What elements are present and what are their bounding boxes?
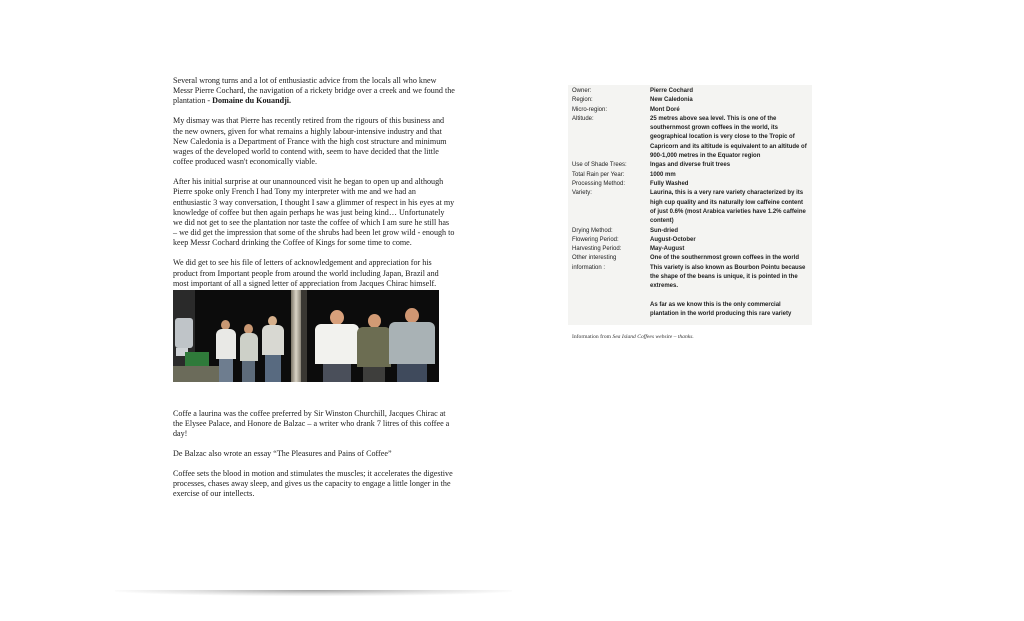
paragraph-laurina xyxy=(173,409,455,440)
paragraph-text: Several wrong turns and a lot of enthusiastic advice from the locals all who knew Messr Pierre Cochard, the navigation of a rickety bridge over a creek and we found the plantation - xyxy=(173,76,455,106)
balzac-quote: Coffee sets the blood in motion and stimulates the muscles; it accelerates the digestive processes, chases away sleep, and gives us the capacity to engage a little longer in the exercise of our intellects. xyxy=(173,469,453,499)
coffee-info-table xyxy=(568,85,812,325)
left-page-shadow xyxy=(115,590,512,596)
info-label: Drying Method: xyxy=(572,227,613,234)
info-label: Variety: xyxy=(572,190,592,197)
plantation-photo xyxy=(173,290,439,382)
info-value: Laurina, this is a very rare variety characterized by its high cup quality and its naturally low caffeine content of just 0.6% (most Arabica varieties have 1.2% caffeine content) xyxy=(650,190,806,225)
info-label: Altitude: xyxy=(572,115,594,122)
info-value: As far as we know this is the only commercial plantation in the world producing this rare variety xyxy=(650,301,792,318)
left-lower-text xyxy=(173,409,455,509)
info-value: 1000 mm xyxy=(650,171,676,178)
plantation-name: Domaine du Kouandji. xyxy=(212,96,292,106)
info-label: Flowering Period: xyxy=(572,236,619,243)
credit-source: Sea Island Coffees website – thanks. xyxy=(612,334,694,340)
paragraph-text: De Balzac also wrote an essay xyxy=(173,449,274,459)
info-label: Use of Shade Trees: xyxy=(572,162,627,169)
info-label: Micro-region: xyxy=(572,106,608,113)
info-value: One of the southernmost grown coffees in the world This variety is also known as Bourbon Pointu because the shape of the beans is unique, it is pointed in the extremes. xyxy=(650,255,806,290)
paragraph-visit: After his initial surprise at our unannounced visit he began to open up and although Pierre spoke only French I had Tony my interpreter with me and we had an enthusiastic 3 way conversation, I thought I saw a glimmer of respect in his eyes at my knowledge of coffee but then again perhaps he was just being kind… Unfortunately we did not get to see the plantation nor taste the coffee of which I am sure he still has – we did get the impression that some of the shrubs had been let grow wild - enough to keep Messr Cochard drinking the Coffee of Kings for some time to come. xyxy=(173,177,455,248)
info-value: Mont Doré xyxy=(650,106,680,113)
paragraph-balzac xyxy=(173,449,455,459)
info-label: Other interesting information : xyxy=(572,255,617,271)
info-value: Ingas and diverse fruit trees xyxy=(650,162,731,169)
info-label: Harvesting Period: xyxy=(572,246,622,253)
info-value: Pierre Cochard xyxy=(650,88,694,94)
info-label: Processing Method: xyxy=(572,181,626,187)
info-label: Total Rain per Year: xyxy=(572,171,625,178)
credit-text: Information from xyxy=(572,334,613,340)
paragraph-text: was the coffee preferred by Sir Winston Churchill, Jacques Chirac at the Elysee Palace, and Honore de Balzac – a writer who drank 7 litres of this coffee a day! xyxy=(173,409,450,439)
info-label: Owner: xyxy=(572,88,592,94)
left-article-body xyxy=(173,76,455,299)
info-value: 25 metres above sea level. This is one of the southernmost grown coffees in the world, its geographical location is very close to the Tropic of Capricorn and its altitude is equivalent to an altitude of 900-1,000 metres in the Equator region xyxy=(650,115,807,160)
info-credit xyxy=(572,334,694,340)
info-value: Fully Washed xyxy=(650,181,689,187)
info-value: New Caledonia xyxy=(650,97,693,104)
coffee-name: Coffe a laurina xyxy=(173,409,222,418)
essay-title: “The Pleasures and Pains of Coffee” xyxy=(273,449,392,459)
paragraph-dismay: My dismay was that Pierre has recently retired from the rigours of this business and the new owners, given for what remains a highly labour-intensive industry and that New Caledonia is a Department of France with the high cost structure and minimum wages of the developed world to contend with, seem to have decided that the little coffee produced wasn't economically viable. xyxy=(173,116,447,167)
paragraph-letters: We did get to see his file of letters of acknowledgement and appreciation for his product from Important people from around the world including Japan, Brazil and most important of all a signed letter of appreciation from Jacques Chirac himself. xyxy=(173,258,439,288)
info-value: Sun-dried xyxy=(650,227,678,234)
info-label: Region: xyxy=(572,97,593,104)
paragraph-arrival xyxy=(173,76,455,107)
info-value: May-August xyxy=(650,246,685,253)
info-value: August-October xyxy=(650,236,696,243)
